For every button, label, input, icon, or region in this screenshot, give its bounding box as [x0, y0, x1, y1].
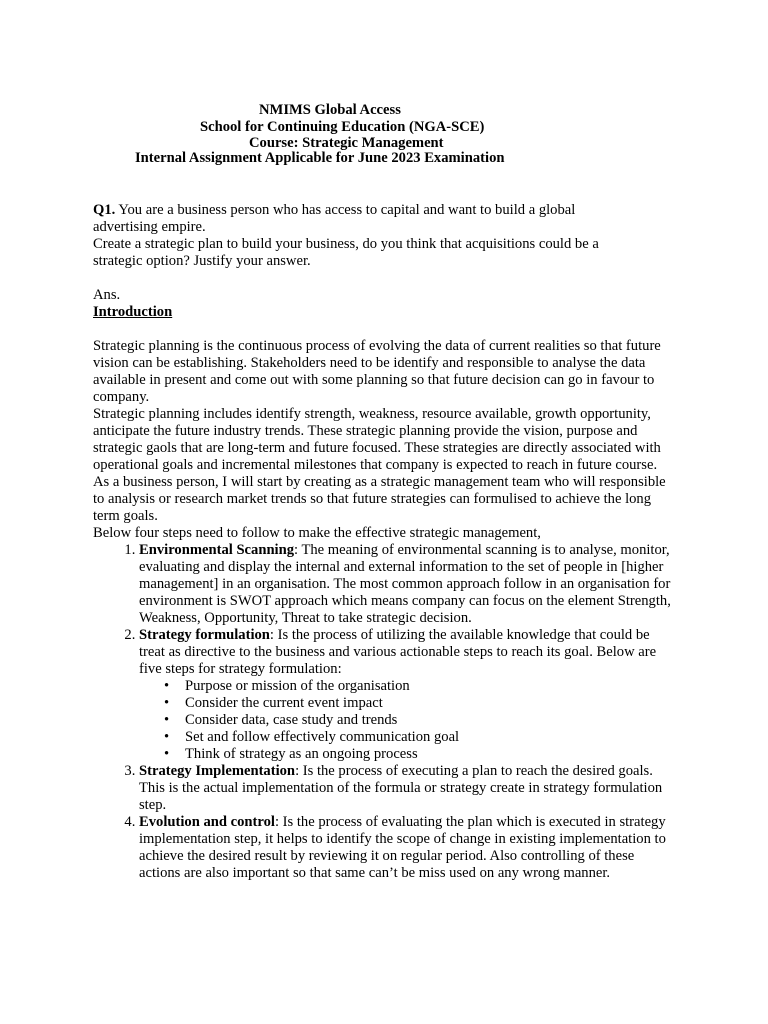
question-block: [93, 202, 678, 270]
list-item: [139, 627, 678, 763]
step-text: : Is the process of executing a plan to reach the desired goals. This is the actual implementation of the formula or strategy create in strategy formulation step.: [139, 763, 663, 813]
question-text-1: You are a business person who has access to capital and want to build a global advertising empire.: [93, 202, 576, 235]
bullet-item: • Consider the current event impact: [185, 695, 678, 712]
step-title: Evolution and control: [139, 814, 275, 830]
step-title: Strategy Implementation: [139, 763, 296, 779]
paragraph: Below four steps need to follow to make the effective strategic management,: [93, 525, 541, 541]
question-text-2: Create a strategic plan to build your business, do you think that acquisitions could be a strategic option? Justify your answer.: [93, 236, 599, 269]
bullet-item: • Think of strategy as an ongoing process: [185, 746, 678, 763]
paragraph: As a business person, I will start by creating as a strategic management team who will responsible to analysis or research market trends so that future strategies can formulised to achieve the long term goals.: [93, 474, 666, 524]
assignment-title: Internal Assignment Applicable for June 2023 Examination: [135, 150, 505, 166]
formulation-bullets: [139, 678, 678, 763]
list-item: [139, 542, 678, 627]
list-item: [139, 763, 678, 814]
institution-name: NMIMS Global Access: [259, 102, 401, 118]
school-name: School for Continuing Education (NGA-SCE): [200, 119, 485, 135]
steps-list: [93, 542, 678, 882]
answer-label: Ans.: [93, 287, 121, 303]
document-body: [93, 202, 678, 882]
question-prompt: [93, 202, 613, 236]
step-text: : Is the process of utilizing the available knowledge that could be treat as directive to the business and various actionable steps to reach its goal. Below are five steps for strategy formulation:: [139, 627, 657, 677]
course-title: Course: Strategic Management: [249, 135, 444, 151]
step-title: Environmental Scanning: [139, 542, 295, 558]
step-text: : Is the process of evaluating the plan which is executed in strategy implementation step, it helps to identify the scope of change in existing implementation to achieve the desired result by reviewing it on regular period. Also controlling of these actions are also important so that same can’t be miss used on any wrong manner.: [139, 814, 666, 881]
bullet-item: • Set and follow effectively communication goal: [185, 729, 678, 746]
bullet-item: • Consider data, case study and trends: [185, 712, 678, 729]
step-title: Strategy formulation: [139, 627, 270, 643]
step-text: : The meaning of environmental scanning is to analyse, monitor, evaluating and display the internal and external information to the set of people in [higher management] in an organisation. The most common approach follow in an organisation for environment is SWOT approach which means company can focus on the element Strength, Weakness, Opportunity, Threat to take strategic decision.: [139, 542, 671, 626]
bullet-item: • Purpose or mission of the organisation: [185, 678, 678, 695]
list-item: [139, 814, 678, 882]
section-heading: Introduction: [93, 304, 173, 320]
question-label: Q1.: [93, 202, 116, 218]
paragraph: Strategic planning includes identify strength, weakness, resource available, growth opportunity, anticipate the future industry trends. These strategic planning provide the vision, purpose and strategic gaols that are long-term and future focused. These strategies are directly associated with operational goals and incremental milestones that company is expected to reach in future course.: [93, 406, 661, 473]
paragraph: Strategic planning is the continuous process of evolving the data of current realities so that future vision can be establishing. Stakeholders need to be identify and responsible to analyse the data available in present and come out with some planning so that future decision can go in favour to company.: [93, 338, 661, 405]
